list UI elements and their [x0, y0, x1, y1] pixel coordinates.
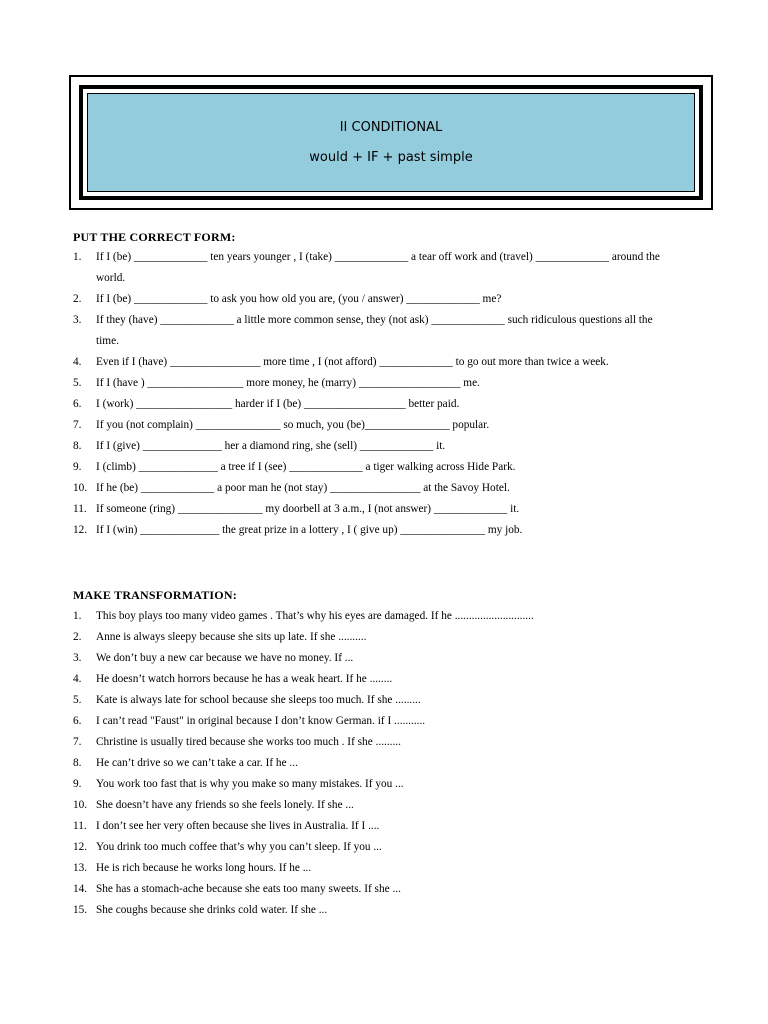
item-number: 4. [73, 673, 82, 685]
item-text: This boy plays too many video games . That’s why his eyes are damaged. If he ............................ [96, 610, 534, 622]
item-number: 5. [73, 694, 82, 706]
title-box-border [79, 85, 703, 200]
item-number: 5. [73, 377, 82, 389]
section-title-transformation: MAKE TRANSFORMATION: [73, 588, 237, 602]
title-box-frame [69, 75, 713, 210]
item-number: 7. [73, 419, 82, 431]
item-text: If he (be) _____________ a poor man he (not stay) ________________ at the Savoy Hotel. [96, 482, 510, 494]
item-text: If you (not complain) _______________ so much, you (be)_______________ popular. [96, 419, 490, 431]
exercise-item [73, 606, 673, 627]
item-text: If I (be) _____________ to ask you how old you are, (you / answer) _____________ me? [96, 293, 502, 305]
item-number: 11. [73, 820, 87, 832]
exercise-item [73, 247, 673, 289]
item-text: He is rich because he works long hours. If he ... [96, 862, 312, 874]
item-text: If someone (ring) _______________ my doorbell at 3 a.m., I (not answer) _____________ it. [96, 503, 520, 515]
item-text: He doesn’t watch horrors because he has a weak heart. If he ........ [96, 673, 393, 685]
item-text: If they (have) _____________ a little more common sense, they (not ask) _____________ such ridiculous questions all the time. [96, 314, 653, 347]
item-number: 9. [73, 778, 82, 790]
exercise-item [73, 816, 673, 837]
item-text: If I (be) _____________ ten years younger , I (take) _____________ a tear off work and (travel) _____________ around the world. [96, 251, 660, 284]
item-text: If I (have ) _________________ more money, he (marry) __________________ me. [96, 377, 480, 389]
item-number: 2. [73, 293, 82, 305]
exercise-item [73, 373, 673, 394]
correct-form-list [73, 247, 673, 541]
item-number: 13. [73, 862, 88, 874]
item-number: 4. [73, 356, 82, 368]
worksheet-title: II CONDITIONAL [339, 120, 443, 135]
item-number: 12. [73, 524, 88, 536]
exercise-item [73, 289, 673, 310]
item-number: 6. [73, 398, 82, 410]
item-text: He can’t drive so we can’t take a car. If he ... [96, 757, 298, 769]
item-text: I can’t read "Faust" in original because I don’t know German. if I ........... [96, 715, 426, 727]
item-number: 1. [73, 251, 82, 263]
item-number: 10. [73, 482, 88, 494]
exercise-item [73, 457, 673, 478]
exercise-item [73, 711, 673, 732]
item-text: If I (give) ______________ her a diamond ring, she (sell) _____________ it. [96, 440, 446, 452]
item-number: 8. [73, 440, 82, 452]
item-number: 7. [73, 736, 82, 748]
worksheet-subtitle: would + IF + past simple [309, 150, 473, 165]
item-text: Christine is usually tired because she works too much . If she ......... [96, 736, 401, 748]
item-number: 3. [73, 314, 82, 326]
exercise-item [73, 352, 673, 373]
exercise-item [73, 310, 673, 352]
exercise-item [73, 499, 673, 520]
section-title-correct-form: PUT THE CORRECT FORM: [73, 230, 236, 244]
item-text: I (work) _________________ harder if I (be) __________________ better paid. [96, 398, 460, 410]
item-number: 8. [73, 757, 82, 769]
item-text: Even if I (have) ________________ more time , I (not afford) _____________ to go out more than twice a week. [96, 356, 609, 368]
item-number: 6. [73, 715, 82, 727]
exercise-item [73, 900, 673, 921]
item-number: 14. [73, 883, 88, 895]
item-text: I (climb) ______________ a tree if I (see) _____________ a tiger walking across Hide Park. [96, 461, 516, 473]
exercise-item [73, 690, 673, 711]
item-text: I don’t see her very often because she lives in Australia. If I .... [96, 820, 380, 832]
exercise-item [73, 648, 673, 669]
item-text: We don’t buy a new car because we have no money. If ... [96, 652, 354, 664]
exercise-item [73, 627, 673, 648]
item-number: 3. [73, 652, 82, 664]
exercise-item [73, 732, 673, 753]
item-text: If I (win) ______________ the great prize in a lottery , I ( give up) _______________ my job. [96, 524, 523, 536]
item-number: 1. [73, 610, 82, 622]
exercise-item [73, 879, 673, 900]
exercise-item [73, 837, 673, 858]
exercise-item [73, 795, 673, 816]
item-text: Anne is always sleepy because she sits up late. If she .......... [96, 631, 367, 643]
item-text: You drink too much coffee that’s why you can’t sleep. If you ... [96, 841, 382, 853]
item-text: She coughs because she drinks cold water. If she ... [96, 904, 328, 916]
exercise-item [73, 774, 673, 795]
exercise-item [73, 858, 673, 879]
item-number: 12. [73, 841, 88, 853]
exercise-item [73, 415, 673, 436]
exercise-item [73, 669, 673, 690]
item-text: She doesn’t have any friends so she feels lonely. If she ... [96, 799, 354, 811]
item-text: Kate is always late for school because she sleeps too much. If she ......... [96, 694, 421, 706]
item-text: You work too fast that is why you make so many mistakes. If you ... [96, 778, 404, 790]
exercise-item [73, 478, 673, 499]
exercise-item [73, 436, 673, 457]
title-box [87, 93, 695, 192]
item-number: 11. [73, 503, 87, 515]
exercise-item [73, 394, 673, 415]
transformation-list [73, 606, 673, 921]
item-number: 15. [73, 904, 88, 916]
item-number: 2. [73, 631, 82, 643]
item-text: She has a stomach-ache because she eats too many sweets. If she ... [96, 883, 401, 895]
exercise-item [73, 520, 673, 541]
item-number: 10. [73, 799, 88, 811]
item-number: 9. [73, 461, 82, 473]
exercise-item [73, 753, 673, 774]
